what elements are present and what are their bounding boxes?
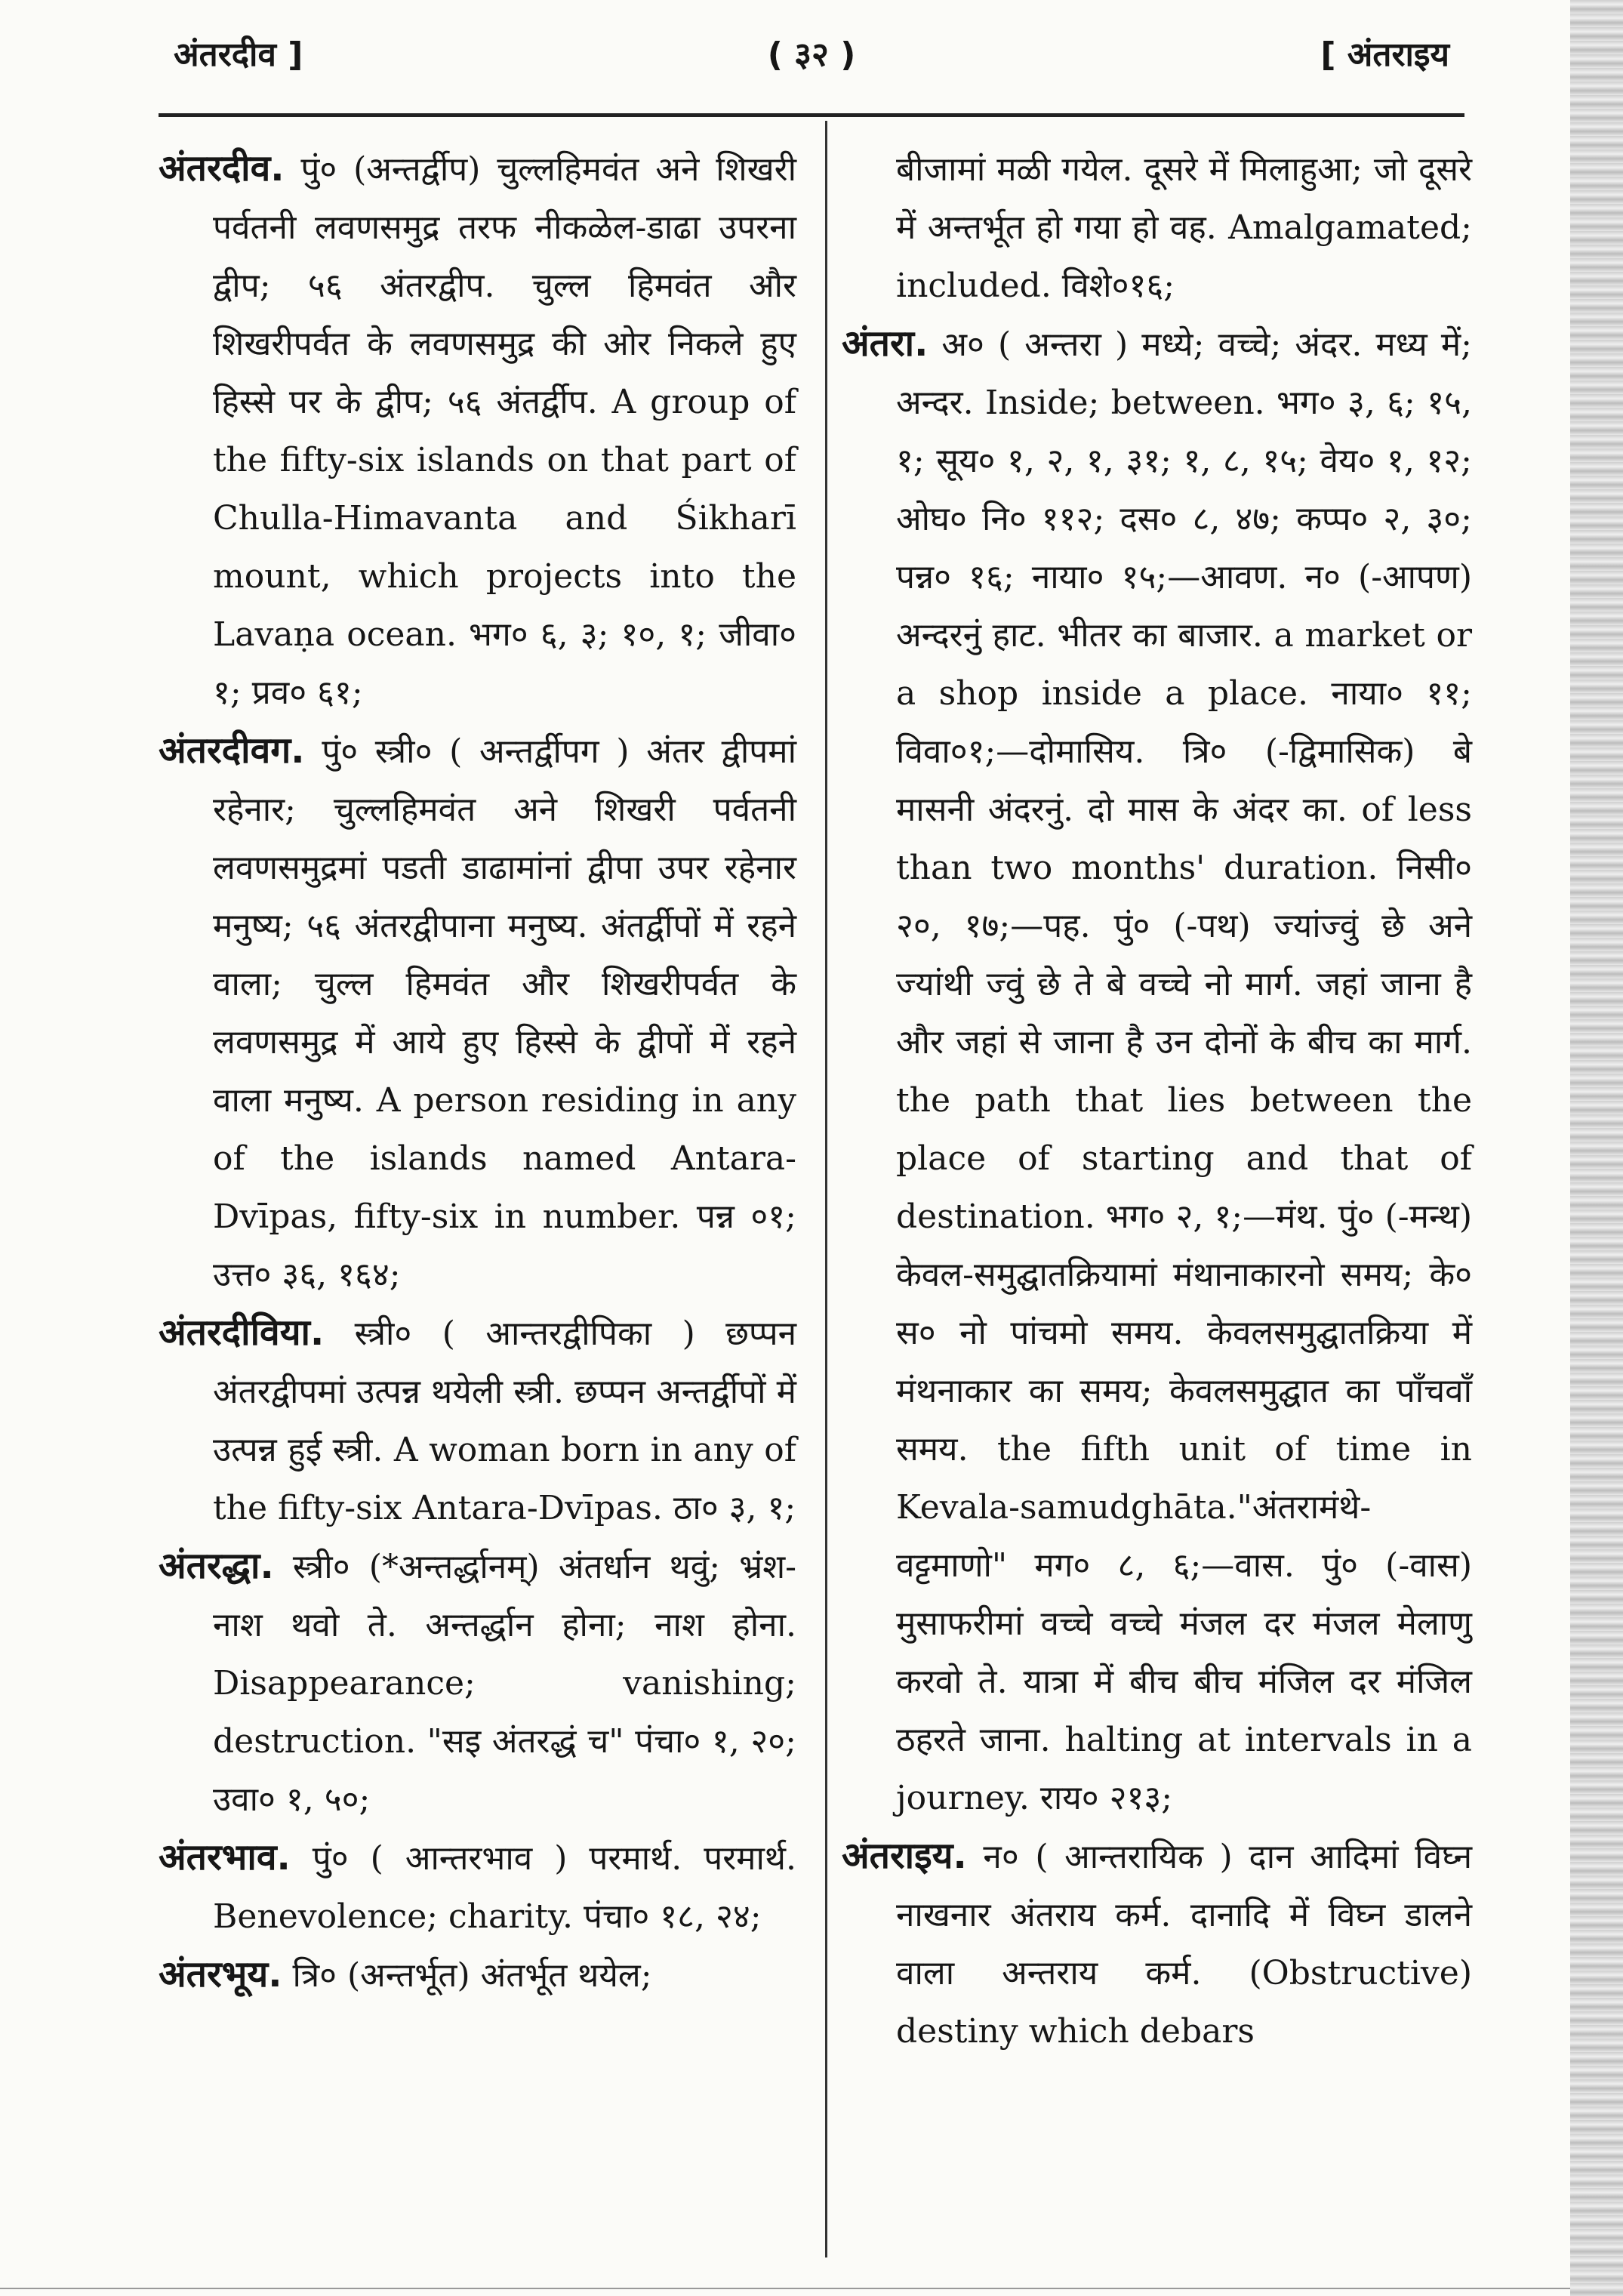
entry-definition: पुं० ( आन्तरभाव ) परमार्थ. परमार्थ. Benevolence; charity. पंचा० १८, २४;: [213, 1839, 796, 1936]
entry-headword: अंतरा.: [842, 322, 929, 365]
page-header: [159, 30, 1464, 91]
dictionary-entry: [159, 140, 796, 722]
entry-definition: बीजामां मळी गयेल. दूसरे में मिलाहुआ; जो दूसरे में अन्तर्भूत हो गया हो वह. Amalgamated; included. विशे०१६;: [896, 150, 1472, 305]
dictionary-entry: [159, 722, 796, 1304]
entry-headword: अंतरदीव.: [159, 147, 285, 190]
entry-definition: पुं० स्त्री० ( अन्तर्द्वीपग ) अंतर द्वीपमां रहेनार; चुल्लहिमवंत अने शिखरी पर्वतनी लवणसमुद्रमां पडती डाढामांनां द्वीपा उपर रहेनार मनुष्य; ५६ अंतरद्वीपाना मनुष्य. अंतर्द्वीपों में रहने वाला; चुल्ल हिमवंत और शिखरीपर्वत के लवणसमुद्र में आये हुए हिस्से के द्वीपों में रहने वाला मनुष्य. A person residing in any of the islands named Antara-Dvīpas, fifty-six in number. पन्न ०१; उत्त० ३६, १६४;: [213, 732, 796, 1294]
header-rule: [159, 113, 1464, 117]
dictionary-entry: [842, 315, 1472, 1827]
page-number: ( ३२ ): [767, 35, 856, 74]
entry-headword: अंतरदीवग.: [159, 729, 305, 772]
header-right-guideword: [ अंतराइय: [1320, 35, 1449, 74]
dictionary-entry: [159, 1537, 796, 1829]
bottom-edge-line: [0, 2288, 1570, 2289]
left-column: [159, 140, 796, 2005]
entry-headword: अंतरभूय.: [159, 1953, 282, 1996]
dictionary-entry: [159, 1946, 796, 2005]
entry-definition: न० ( आन्तरायिक ) दान आदिमां विघ्न नाखनार अंतराय कर्म. दानादि में विघ्न डालने वाला अन्तराय कर्म. (Obstructive) destiny which debars: [896, 1838, 1472, 2051]
scanned-page-edge: [1570, 0, 1623, 2296]
column-divider: [825, 121, 827, 2257]
entry-headword: अंतराइय.: [842, 1835, 967, 1877]
header-left-guideword: अंतरदीव ]: [174, 35, 303, 74]
right-column: [842, 140, 1472, 2060]
entry-definition: त्रि० (अन्तर्भूत) अंतर्भूत थयेल;: [282, 1956, 652, 1995]
entry-definition: स्त्री० (*अन्तर्द्धानम्) अंतर्धान थवुं; भ्रंश-नाश थवो ते. अन्तर्द्धान होना; नाश होना. Disappearance; vanishing; destruction. "सइ अंतरद्धं च" पंचा० १, २०; उवा० १, ५०;: [213, 1548, 796, 1819]
entry-definition: स्त्री० ( आन्तरद्वीपिका ) छप्पन अंतरद्वीपमां उत्पन्न थयेली स्त्री. छप्पन अन्तर्द्वीपों में उत्पन्न हुई स्त्री. A woman born in any of the fifty-six Antara-Dvīpas. ठा० ३, १;: [213, 1314, 796, 1527]
entry-headword: अंतरभाव.: [159, 1836, 291, 1878]
entry-definition: पुं० (अन्तर्द्वीप) चुल्लहिमवंत अने शिखरी पर्वतनी लवणसमुद्र तरफ नीकळेल-डाढा उपरना द्वीप; ५६ अंतरद्वीप. चुल्ल हिमवंत और शिखरीपर्वत के लवणसमुद्र की ओर निकले हुए हिस्से पर के द्वीप; ५६ अंतर्द्वीप. A group of the fifty-six islands on that part of Chulla-Himavanta and Śikharī mount, which projects into the Lavaṇa ocean. भग० ६, ३; १०, १; जीवा० १; प्रव० ६१;: [213, 150, 796, 712]
dictionary-entry-continued: [842, 140, 1472, 315]
dictionary-entry: [842, 1827, 1472, 2060]
entry-definition: अ० ( अन्तरा ) मध्ये; वच्चे; अंदर. मध्य में; अन्दर. Inside; between. भग० ३, ६; १५, १; सूय० १, २, १, ३१; १, ८, १५; वेय० १, १२; ओघ० नि० ११२; दस० ८, ४७; कप्प० २, ३०; पन्न० १६; नाया० १५;—आवण. न० (-आपण) अन्दरनुं हाट. भीतर का बाजार. a market or a shop inside a place. नाया० ११; विवा०१;—दोमासिय. त्रि० (-द्विमासिक) बे मासनी अंदरनुं. दो मास के अंदर का. of less than two months' duration. निसी० २०, १७;—पह. पुं० (-पथ) ज्यांज्वुं छे अने ज्यांथी ज्वुं छे ते बे वच्चे नो मार्ग. जहां जाना है और जहां से जाना है उन दोनों के बीच का मार्ग. the path that lies between the place of starting and that of destination. भग० २, १;—मंथ. पुं० (-मन्थ) केवल-समुद्घातक्रियामां मंथानाकारनो समय; के० स० नो पांचमो समय. केवलसमुद्घातक्रिया में मंथनाकार का समय; केवलसमुद्घात का पाँचवाँ समय. the fifth unit of time in Kevala-samudghāta."अंतरामंथे-वट्टमाणो" मग० ८, ६;—वास. पुं० (-वास) मुसाफरीमां वच्चे वच्चे मंजल दर मंजल मेलाणु करवो ते. यात्रा में बीच बीच मंजिल दर मंजिल ठहरते जाना. halting at intervals in a journey. राय० २१३;: [896, 325, 1472, 1817]
entry-headword: अंतरदीविया.: [159, 1311, 325, 1354]
dictionary-entry: [159, 1304, 796, 1537]
entry-headword: अंतरद्धा.: [159, 1545, 274, 1587]
dictionary-entry: [159, 1829, 796, 1946]
